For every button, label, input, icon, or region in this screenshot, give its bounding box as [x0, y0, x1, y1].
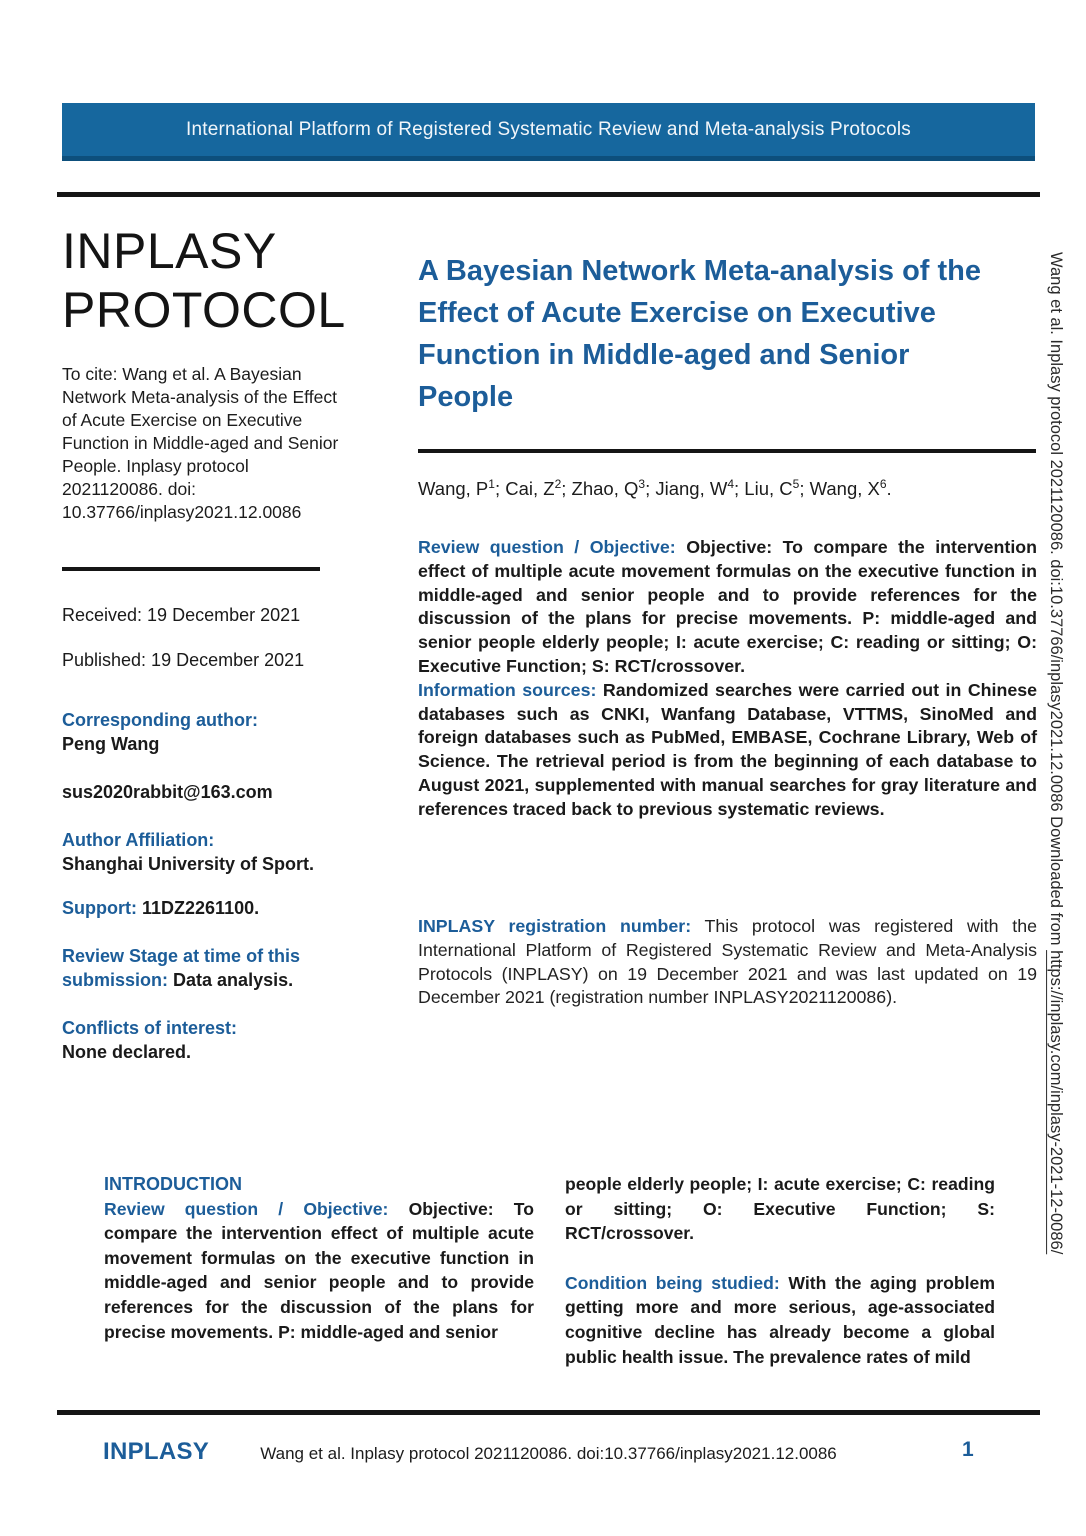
condition-studied-label: Condition being studied:	[565, 1272, 780, 1293]
footer-divider	[57, 1410, 1040, 1415]
author-affiliation-superscript: 3	[638, 477, 646, 491]
received-date: Received: 19 December 2021	[62, 605, 301, 625]
support-label: Support:	[62, 898, 137, 918]
corresponding-author-name: Peng Wang	[62, 734, 160, 754]
review-question-label: Review question / Objective:	[418, 537, 676, 557]
vertical-citation-link[interactable]: https://inplasy.com/inplasy-2021-12-0086/	[1047, 950, 1065, 1255]
condition-studied-paragraph	[565, 1271, 995, 1369]
author: Liu, C	[744, 478, 793, 500]
corresponding-author-block	[62, 708, 340, 756]
masthead-title	[62, 222, 392, 340]
conflicts-value: None declared.	[62, 1042, 192, 1062]
author-affiliation-superscript: 5	[792, 477, 800, 491]
review-question-paragraph	[418, 536, 1037, 679]
conflicts-block	[62, 1016, 340, 1064]
author-affiliation-superscript: 1	[488, 477, 495, 491]
author-affiliation-superscript: 6	[879, 477, 887, 491]
title-divider	[418, 449, 1036, 453]
masthead-line2: PROTOCOL	[62, 282, 346, 338]
sidebar-divider	[62, 567, 320, 571]
vertical-citation-text: Wang et al. Inplasy protocol 2021120086. doi:10.37766/inplasy2021.12.0086 Downloaded from	[1047, 252, 1065, 951]
top-divider	[57, 192, 1040, 197]
review-stage-block	[62, 944, 340, 992]
introduction-review-question-text: Objective: To compare the intervention effect of multiple acute movement formulas on the executive function in middle-aged and senior people and to provide references for the discussion of the plans for precise movements. P: middle-aged and senior	[104, 1198, 534, 1342]
author: Wang, P	[418, 478, 489, 500]
footer-brand: INPLASY	[103, 1438, 210, 1465]
support-block	[62, 896, 340, 920]
support-value: 11DZ2261100.	[142, 898, 260, 918]
paragraph-gap	[565, 1246, 995, 1271]
author-affiliation-superscript: 4	[727, 477, 735, 491]
platform-banner-text: International Platform of Registered Systematic Review and Meta-analysis Protocols	[186, 118, 911, 140]
introduction-review-question-paragraph	[104, 1197, 534, 1345]
introduction-column-right	[565, 1172, 995, 1369]
affiliation-label: Author Affiliation:	[62, 830, 215, 850]
registration-text: This protocol was registered with the International Platform of Registered Systematic Review and Meta-Analysis Protocols (INPLASY) on 19 December 2021 and was last updated on 19 December 2021 (registration number INPLASY2021120086).	[418, 916, 1037, 1008]
platform-banner	[62, 103, 1035, 161]
author-affiliation-superscript: 2	[554, 477, 562, 491]
registration-paragraph	[418, 915, 1037, 1010]
review-stage-label: Review Stage at time of this submission:	[62, 946, 301, 990]
vertical-citation-note	[1046, 252, 1065, 1412]
corresponding-author-label: Corresponding author:	[62, 710, 258, 730]
conflicts-label: Conflicts of interest:	[62, 1018, 238, 1038]
information-sources-label: Information sources:	[418, 679, 597, 700]
author: Wang, X	[809, 478, 880, 500]
article-title: A Bayesian Network Meta-analysis of the Effect of Acute Exercise on Executive Function in Middle-aged and Senior People	[418, 255, 981, 413]
review-question-text: Objective: To compare the intervention effect of multiple acute movement formulas on the executive function in middle-aged and senior people and to provide references for the discussion of the plans for precise movements. P: middle-aged and senior people elderly people; I: acute exercise; C: reading or sitting; O: Executive Function; S: RCT/crossover.	[418, 537, 1037, 676]
author: Jiang, W	[655, 478, 728, 500]
footer-citation: Wang et al. Inplasy protocol 2021120086. doi:10.37766/inplasy2021.12.0086	[260, 1444, 837, 1463]
review-stage-value: Data analysis.	[173, 970, 294, 990]
footer-page-number: 1	[962, 1438, 974, 1461]
cite-as-block: To cite: Wang et al. A Bayesian Network Meta-analysis of the Effect of Acute Exercise on Executive Function in Middle-aged and Senior People. Inplasy protocol 2021120086. doi: 10.37766/inplasy2021.12.0086	[62, 364, 339, 522]
published-date: Published: 19 December 2021	[62, 650, 305, 670]
masthead-line1: INPLASY	[62, 223, 277, 279]
abstract-paragraphs	[418, 536, 1037, 822]
introduction-column-left	[104, 1172, 534, 1344]
affiliation-value: Shanghai University of Sport.	[62, 854, 315, 874]
author: Cai, Z	[505, 478, 555, 500]
author: Zhao, Q	[571, 478, 639, 500]
registration-label: INPLASY registration number:	[418, 916, 692, 936]
author-affiliation-block	[62, 828, 340, 876]
introduction-heading: INTRODUCTION	[104, 1174, 242, 1194]
information-sources-text: Randomized searches were carried out in Chinese databases such as CNKI, Wanfang Database, VTTMS, SinoMed and foreign databases such as PubMed, EMBASE, Cochrane Library, Web of Science. The retrieval period is from the beginning of each database to August 2021, supplemented with manual searches for gray literature and references traced back to previous systematic reviews.	[418, 679, 1037, 819]
condition-studied-text: With the aging problem getting more and more serious, age-associated cognitive decline has already become a global public health issue. The prevalence rates of mild	[565, 1272, 995, 1367]
introduction-review-question-label: Review question / Objective:	[104, 1198, 389, 1219]
corresponding-author-email[interactable]: sus2020rabbit@163.com	[62, 782, 273, 802]
introduction-continuation-text: people elderly people; I: acute exercise; C: reading or sitting; O: Executive Function; S: RCT/crossover.	[565, 1174, 995, 1244]
information-sources-paragraph	[418, 679, 1037, 822]
authors-line: Wang, $P^1$; Cai, $Z^2$; Zhao, $Q^3$; Jiang, $W^4$; Liu, $C^5$; Wang, $X^6$.	[418, 477, 892, 500]
